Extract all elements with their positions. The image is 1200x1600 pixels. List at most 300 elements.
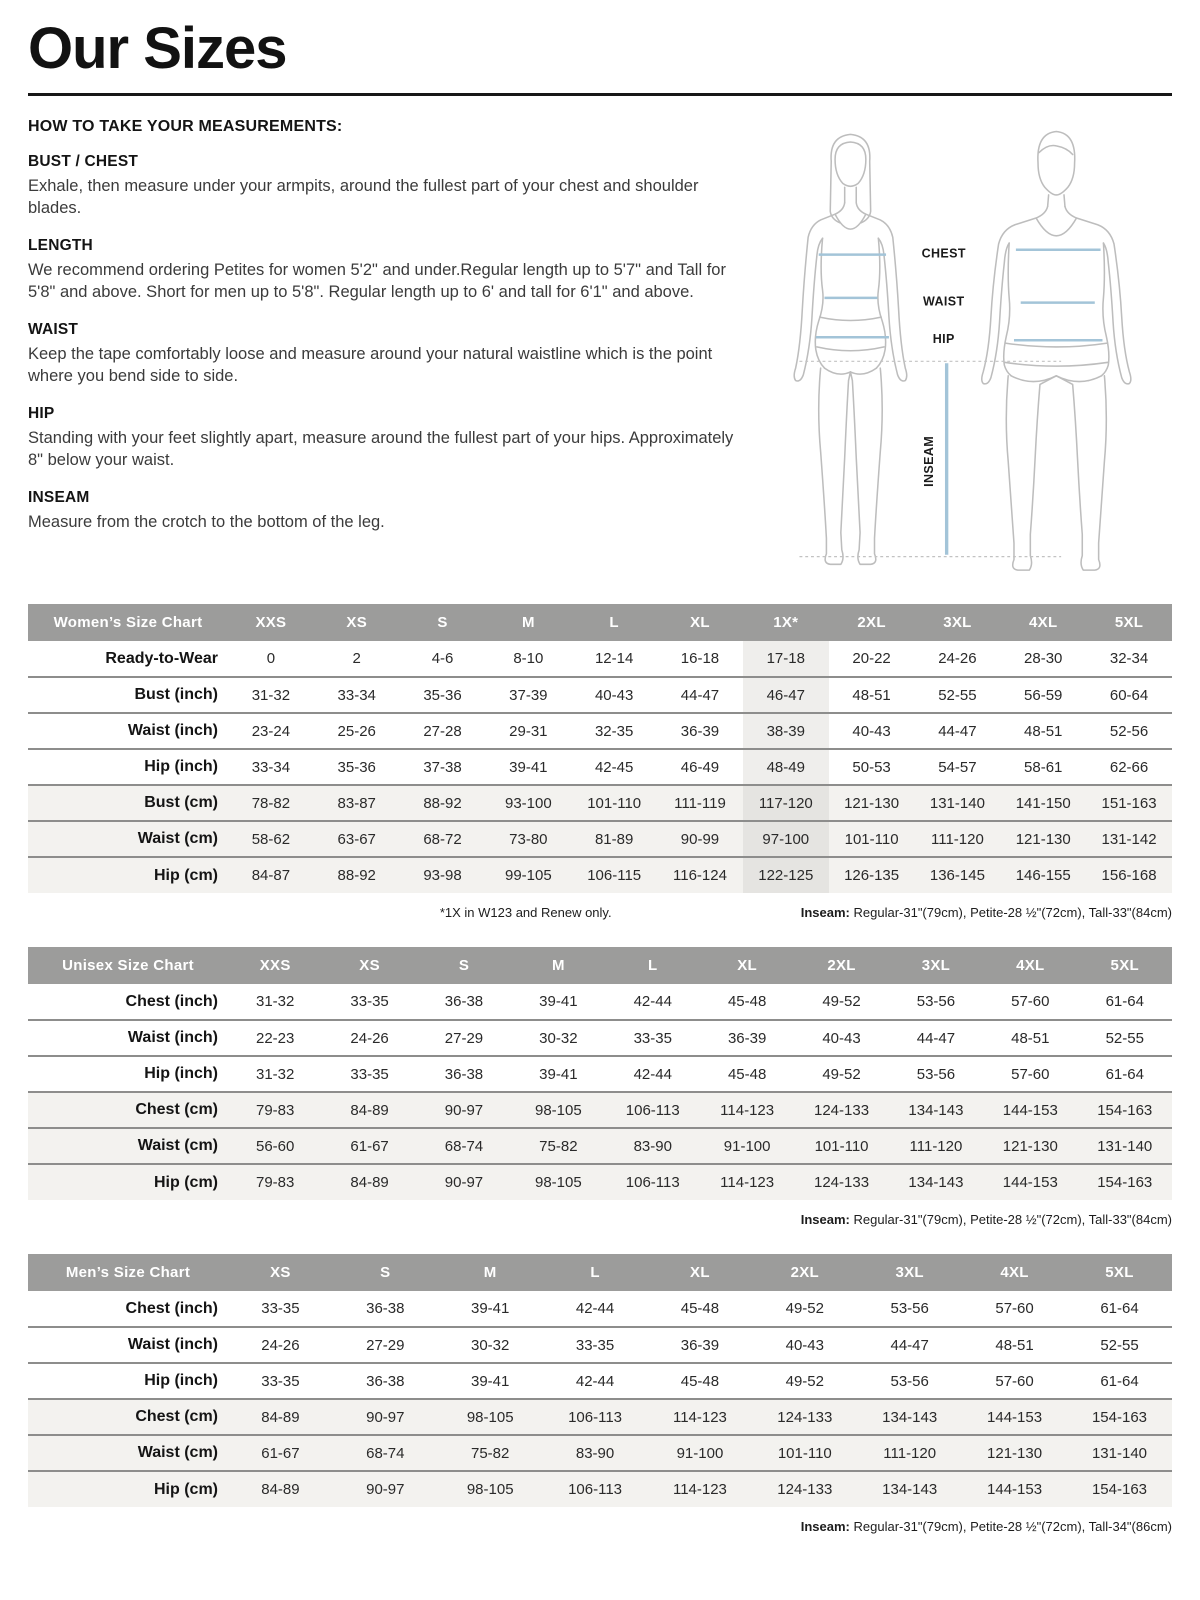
size-cell: 61-64 [1100, 1300, 1139, 1317]
instructions-heading: HOW TO TAKE YOUR MEASUREMENTS: [28, 118, 343, 135]
size-cell: 31-32 [256, 993, 295, 1010]
size-cell: 29-31 [509, 722, 548, 740]
size-cell: 101-110 [777, 1444, 832, 1462]
size-cell: 154-163 [1091, 1408, 1148, 1426]
size-cell: 39-41 [471, 1372, 510, 1390]
size-cell: 33-35 [350, 1065, 389, 1083]
size-cell: 48-51 [1024, 722, 1063, 740]
size-cell: 63-67 [337, 830, 376, 848]
size-cell: 25-26 [337, 722, 376, 740]
size-cell: 22-23 [256, 1029, 295, 1047]
section-title: LENGTH [28, 236, 93, 254]
size-cell: 61-64 [1100, 1372, 1139, 1390]
size-cell: 53-56 [890, 1372, 929, 1390]
size-cell: 61-64 [1105, 1065, 1144, 1083]
size-cell: 52-55 [938, 686, 977, 704]
size-cell: 42-44 [575, 1300, 615, 1317]
size-cell: 141-150 [1015, 794, 1071, 812]
size-cell: 79-83 [256, 1101, 295, 1119]
size-cell: 134-143 [882, 1481, 938, 1498]
size-cell: 50-53 [852, 758, 891, 776]
size-cell: 121-130 [987, 1444, 1043, 1462]
column-header: XL [657, 604, 743, 641]
size-cell: 49-52 [785, 1372, 824, 1390]
size-cell: 33-35 [261, 1372, 300, 1390]
table-note: *1X in W123 and Renew only. [439, 905, 612, 920]
table-row [28, 713, 1172, 749]
size-cell: 53-56 [916, 1065, 956, 1083]
size-cell: 35-36 [423, 686, 462, 704]
table-row [28, 1327, 1172, 1363]
size-cell: 93-98 [423, 867, 462, 884]
size-cell: 56-60 [256, 1137, 295, 1155]
size-cell: 101-110 [814, 1137, 869, 1155]
table-row [28, 1020, 1172, 1056]
size-cell: 73-80 [509, 830, 548, 848]
size-cell: 90-97 [366, 1481, 405, 1498]
column-header: XL [700, 947, 794, 984]
size-cell: 144-153 [987, 1408, 1043, 1426]
size-table [28, 1254, 1172, 1507]
title-divider [28, 93, 1172, 96]
size-cell: 62-66 [1109, 758, 1149, 776]
section-body: We recommend ordering Petites for women 5'2" and under.Regular length up to 5'7" and Tall for 5'8" and above. Short for men up to 5'8". Regular length up to 6' and tall for 6'1" and above. [28, 260, 726, 302]
size-cell: 45-48 [727, 993, 767, 1010]
size-cell: 134-143 [908, 1101, 964, 1119]
table-note: Inseam: Regular-31"(79cm), Petite-28 ½"(72cm), Tall-33"(84cm) [800, 905, 1172, 920]
size-cell: 36-39 [727, 1029, 767, 1047]
size-guide-page [0, 16, 1200, 1565]
size-cell: 57-60 [1011, 1065, 1050, 1083]
size-cell: 39-41 [509, 758, 548, 776]
size-cell: 126-135 [844, 867, 900, 884]
size-cell: 75-82 [539, 1137, 578, 1155]
size-cell: 106-113 [568, 1408, 623, 1426]
waist-label: WAIST [923, 294, 965, 309]
table-title: Men’s Size Chart [28, 1254, 228, 1291]
column-header: XS [228, 1254, 333, 1291]
column-header: 3XL [915, 604, 1001, 641]
row-label: Waist (cm) [137, 830, 218, 847]
size-cell: 46-47 [743, 677, 829, 713]
size-cell: 144-153 [1002, 1101, 1058, 1119]
size-cell: 146-155 [1015, 867, 1071, 884]
size-cell: 124-133 [814, 1174, 870, 1191]
size-cell: 36-39 [680, 1336, 720, 1354]
size-cell: 57-60 [1011, 993, 1050, 1010]
size-cell: 33-34 [337, 686, 376, 704]
header-row [28, 1254, 1172, 1291]
size-cell: 106-113 [568, 1481, 623, 1498]
size-cell: 53-56 [916, 993, 956, 1010]
size-cell: 31-32 [256, 1065, 295, 1083]
size-cell: 114-123 [720, 1174, 775, 1191]
table-row [28, 1399, 1172, 1435]
size-cell: 90-99 [680, 830, 720, 848]
row-label: Bust (cm) [144, 794, 218, 811]
row-label: Waist (cm) [137, 1137, 218, 1154]
size-cell: 32-34 [1109, 650, 1149, 667]
size-cell: 33-35 [350, 993, 389, 1010]
measurement-diagram [754, 108, 1172, 580]
size-cell: 68-74 [444, 1137, 484, 1155]
size-cell: 81-89 [594, 830, 634, 848]
row-label: Hip (cm) [154, 866, 218, 884]
size-cell: 4-6 [431, 650, 454, 667]
table-row [28, 1471, 1172, 1507]
size-cell: 56-59 [1024, 686, 1063, 704]
section-length [28, 237, 754, 304]
size-cell: 27-29 [366, 1336, 405, 1354]
man-silhouette [982, 131, 1131, 570]
size-cell: 131-140 [1097, 1137, 1153, 1155]
size-cell: 42-44 [633, 993, 672, 1010]
size-cell: 40-43 [852, 722, 891, 740]
column-header: 2XL [829, 604, 915, 641]
column-header: S [417, 947, 511, 984]
size-cell: 42-44 [633, 1065, 672, 1083]
size-cell: 17-18 [743, 641, 829, 677]
unisex-size-chart [28, 947, 1172, 1228]
body-measurement-illustration [761, 110, 1165, 580]
size-cell: 52-55 [1100, 1336, 1139, 1354]
size-cell: 134-143 [882, 1408, 938, 1426]
size-cell: 20-22 [852, 650, 891, 667]
size-cell: 33-35 [575, 1336, 615, 1354]
column-header: 5XL [1078, 947, 1172, 984]
size-cell: 111-119 [674, 794, 726, 812]
row-label: Chest (cm) [135, 1101, 218, 1118]
size-cell: 2 [352, 650, 361, 667]
column-header: L [571, 604, 657, 641]
size-cell: 42-45 [594, 758, 634, 776]
size-cell: 36-38 [366, 1372, 405, 1390]
size-cell: 106-115 [587, 867, 642, 884]
size-cell: 154-163 [1091, 1481, 1148, 1498]
size-cell: 39-41 [539, 993, 578, 1010]
size-cell: 27-28 [423, 722, 462, 740]
size-cell: 91-100 [723, 1137, 771, 1155]
size-cell: 124-133 [777, 1408, 833, 1426]
column-header: S [400, 604, 486, 641]
size-cell: 33-34 [251, 758, 291, 776]
size-cell: 91-100 [676, 1444, 724, 1462]
size-cell: 154-163 [1097, 1174, 1153, 1191]
size-cell: 131-142 [1101, 830, 1157, 848]
size-cell: 48-51 [852, 686, 891, 704]
size-cell: 36-39 [680, 722, 720, 740]
size-cell: 49-52 [822, 1065, 861, 1083]
size-cell: 117-120 [743, 785, 829, 821]
size-cell: 114-123 [672, 1408, 727, 1426]
table-row [28, 1056, 1172, 1092]
row-label: Ready-to-Wear [105, 649, 218, 667]
inseam-label: INSEAM [922, 435, 937, 487]
size-cell: 156-168 [1101, 867, 1157, 884]
section-waist [28, 321, 754, 388]
size-cell: 124-133 [814, 1101, 870, 1119]
size-cell: 61-67 [261, 1444, 300, 1462]
size-cell: 93-100 [504, 794, 552, 812]
size-cell: 36-38 [444, 1065, 484, 1083]
size-cell: 48-49 [743, 749, 829, 785]
size-cell: 33-35 [261, 1300, 300, 1317]
size-cell: 24-26 [261, 1336, 300, 1354]
womens-size-chart [28, 604, 1172, 921]
section-inseam [28, 489, 754, 533]
size-cell: 75-82 [471, 1444, 510, 1462]
table-notes [28, 1212, 1172, 1228]
size-cell: 98-105 [535, 1101, 582, 1119]
size-cell: 97-100 [743, 821, 829, 857]
section-title: WAIST [28, 320, 79, 338]
row-label: Hip (cm) [154, 1173, 218, 1191]
row-label: Hip (inch) [144, 1065, 218, 1082]
size-cell: 39-41 [471, 1300, 510, 1317]
table-row [28, 1363, 1172, 1399]
size-cell: 33-35 [633, 1029, 672, 1047]
row-label: Chest (inch) [125, 1299, 218, 1317]
woman-silhouette [794, 134, 907, 564]
size-cell: 28-30 [1024, 650, 1063, 667]
page-title: Our Sizes [28, 16, 287, 81]
size-cell: 37-39 [509, 686, 548, 704]
size-cell: 88-92 [337, 867, 376, 884]
size-cell: 30-32 [471, 1336, 510, 1354]
size-cell: 40-43 [594, 686, 634, 704]
table-row [28, 1164, 1172, 1200]
size-cell: 16-18 [680, 650, 720, 667]
section-title: HIP [28, 404, 55, 422]
row-label: Waist (cm) [137, 1444, 218, 1461]
section-body: Exhale, then measure under your armpits, around the fullest part of your chest and shoulder blades. [28, 177, 699, 218]
hip-label: HIP [932, 332, 955, 347]
size-cell: 49-52 [822, 993, 861, 1010]
column-header: XXS [228, 947, 322, 984]
size-cell: 83-90 [575, 1444, 615, 1462]
size-cell: 98-105 [466, 1481, 514, 1498]
size-cell: 131-140 [1091, 1444, 1148, 1462]
section-body: Keep the tape comfortably loose and measure around your natural waistline which is the point where you bend side to side. [28, 344, 713, 386]
size-cell: 44-47 [938, 722, 977, 740]
size-cell: 136-145 [929, 867, 985, 884]
row-label: Hip (cm) [154, 1480, 218, 1498]
size-cell: 45-48 [727, 1065, 767, 1083]
table-row [28, 641, 1172, 677]
size-cell: 39-41 [539, 1065, 578, 1083]
section-body: Measure from the crotch to the bottom of the leg. [28, 512, 385, 531]
column-header: XS [322, 947, 416, 984]
measurement-instructions [28, 108, 754, 580]
table-row [28, 1291, 1172, 1327]
size-cell: 111-120 [909, 1137, 963, 1155]
size-cell: 99-105 [504, 867, 552, 884]
size-cell: 84-89 [350, 1101, 389, 1119]
size-table [28, 947, 1172, 1200]
row-label: Bust (inch) [134, 686, 218, 703]
mens-size-chart [28, 1254, 1172, 1535]
size-cell: 58-62 [251, 830, 291, 848]
size-cell: 0 [266, 650, 276, 667]
size-cell: 90-97 [366, 1408, 405, 1426]
row-label: Chest (inch) [125, 992, 218, 1010]
size-cell: 79-83 [256, 1174, 295, 1191]
size-cell: 44-47 [916, 1029, 956, 1047]
size-cell: 12-14 [594, 650, 634, 667]
size-cell: 61-64 [1105, 993, 1144, 1010]
size-cell: 8-10 [513, 650, 544, 667]
size-cell: 48-51 [995, 1336, 1034, 1354]
size-cell: 35-36 [337, 758, 376, 776]
size-cell: 23-24 [251, 722, 291, 740]
row-label: Hip (inch) [144, 1372, 218, 1389]
size-cell: 121-130 [1015, 830, 1071, 848]
size-cell: 60-64 [1109, 686, 1149, 704]
size-cell: 42-44 [575, 1372, 615, 1390]
section-bust-chest [28, 153, 754, 220]
size-cell: 46-49 [680, 758, 720, 776]
size-cell: 44-47 [890, 1336, 929, 1354]
size-cell: 38-39 [743, 713, 829, 749]
size-cell: 134-143 [908, 1174, 964, 1191]
column-header: 3XL [889, 947, 983, 984]
size-cell: 27-29 [444, 1029, 484, 1047]
size-cell: 68-72 [423, 830, 462, 848]
size-cell: 84-89 [261, 1408, 300, 1426]
size-cell: 68-74 [366, 1444, 405, 1462]
size-cell: 30-32 [539, 1029, 578, 1047]
column-header: L [543, 1254, 648, 1291]
table-row [28, 677, 1172, 713]
size-cell: 144-153 [987, 1481, 1043, 1498]
size-cell: 88-92 [423, 794, 462, 812]
row-label: Waist (inch) [127, 722, 218, 739]
size-cell: 122-125 [743, 857, 829, 893]
column-header: 2XL [752, 1254, 857, 1291]
size-cell: 57-60 [995, 1372, 1034, 1390]
size-cell: 114-123 [672, 1481, 727, 1498]
size-cell: 36-38 [444, 993, 484, 1010]
size-cell: 48-51 [1011, 1029, 1050, 1047]
size-cell: 98-105 [466, 1408, 514, 1426]
column-header: L [606, 947, 700, 984]
column-header: 2XL [794, 947, 888, 984]
size-cell: 24-26 [350, 1029, 389, 1047]
table-title: Women’s Size Chart [28, 604, 228, 641]
column-header: M [438, 1254, 543, 1291]
column-header: 1X* [743, 604, 829, 641]
table-row [28, 821, 1172, 857]
size-cell: 57-60 [995, 1300, 1034, 1317]
table-row [28, 749, 1172, 785]
size-cell: 124-133 [777, 1481, 833, 1498]
section-title: BUST / CHEST [28, 153, 139, 170]
column-header: 5XL [1067, 1254, 1172, 1291]
top-section [28, 108, 1172, 580]
table-row [28, 1092, 1172, 1128]
table-row [28, 785, 1172, 821]
table-row [28, 857, 1172, 893]
column-header: XL [648, 1254, 753, 1291]
table-note: Inseam: Regular-31"(79cm), Petite-28 ½"(72cm), Tall-33"(84cm) [800, 1212, 1172, 1227]
size-cell: 52-56 [1109, 722, 1149, 740]
column-header: S [333, 1254, 438, 1291]
size-cell: 106-113 [625, 1174, 680, 1191]
size-cell: 101-110 [844, 830, 899, 848]
row-label: Hip (inch) [144, 758, 218, 775]
size-cell: 24-26 [938, 650, 977, 667]
size-cell: 84-89 [261, 1481, 300, 1498]
size-cell: 111-120 [883, 1444, 937, 1462]
size-cell: 40-43 [785, 1336, 824, 1354]
size-cell: 121-130 [844, 794, 900, 812]
size-cell: 154-163 [1097, 1101, 1153, 1119]
table-row [28, 984, 1172, 1020]
size-cell: 84-89 [350, 1174, 389, 1191]
section-hip [28, 405, 754, 472]
size-cell: 45-48 [680, 1300, 720, 1317]
size-cell: 58-61 [1024, 758, 1063, 776]
table-row [28, 1128, 1172, 1164]
size-cell: 44-47 [680, 686, 720, 704]
size-cell: 121-130 [1002, 1137, 1058, 1155]
size-cell: 49-52 [785, 1300, 824, 1317]
table-row [28, 1435, 1172, 1471]
section-title: INSEAM [28, 488, 90, 506]
size-cell: 106-113 [625, 1101, 680, 1119]
size-cell: 111-120 [930, 830, 984, 848]
size-cell: 83-87 [337, 794, 376, 812]
size-cell: 114-123 [720, 1101, 775, 1119]
size-cell: 131-140 [929, 794, 985, 812]
size-cell: 84-87 [251, 867, 291, 884]
column-header: 4XL [962, 1254, 1067, 1291]
table-notes [28, 905, 1172, 921]
size-cell: 83-90 [633, 1137, 672, 1155]
table-notes [28, 1519, 1172, 1535]
size-cell: 98-105 [535, 1174, 582, 1191]
size-cell: 90-97 [444, 1101, 484, 1119]
size-cell: 40-43 [822, 1029, 861, 1047]
column-header: 4XL [1000, 604, 1086, 641]
size-cell: 53-56 [890, 1300, 929, 1317]
row-label: Waist (inch) [127, 1336, 218, 1353]
column-header: XXS [228, 604, 314, 641]
chest-label: CHEST [921, 246, 966, 261]
size-cell: 151-163 [1101, 794, 1157, 812]
size-cell: 37-38 [423, 758, 462, 776]
column-header: 3XL [857, 1254, 962, 1291]
row-label: Waist (inch) [127, 1029, 218, 1046]
header-row [28, 604, 1172, 641]
header-row [28, 947, 1172, 984]
size-cell: 32-35 [594, 722, 634, 740]
column-header: XS [314, 604, 400, 641]
size-table [28, 604, 1172, 893]
column-header: M [511, 947, 605, 984]
size-cell: 78-82 [251, 794, 291, 812]
size-cell: 36-38 [366, 1300, 405, 1317]
table-title: Unisex Size Chart [28, 947, 228, 984]
size-cell: 90-97 [444, 1174, 484, 1191]
size-cell: 144-153 [1002, 1174, 1058, 1191]
size-cell: 101-110 [587, 794, 642, 812]
column-header: 4XL [983, 947, 1077, 984]
column-header: M [485, 604, 571, 641]
size-cell: 61-67 [350, 1137, 389, 1155]
table-note: Inseam: Regular-31"(79cm), Petite-28 ½"(72cm), Tall-34"(86cm) [800, 1519, 1172, 1534]
size-cell: 116-124 [673, 867, 727, 884]
